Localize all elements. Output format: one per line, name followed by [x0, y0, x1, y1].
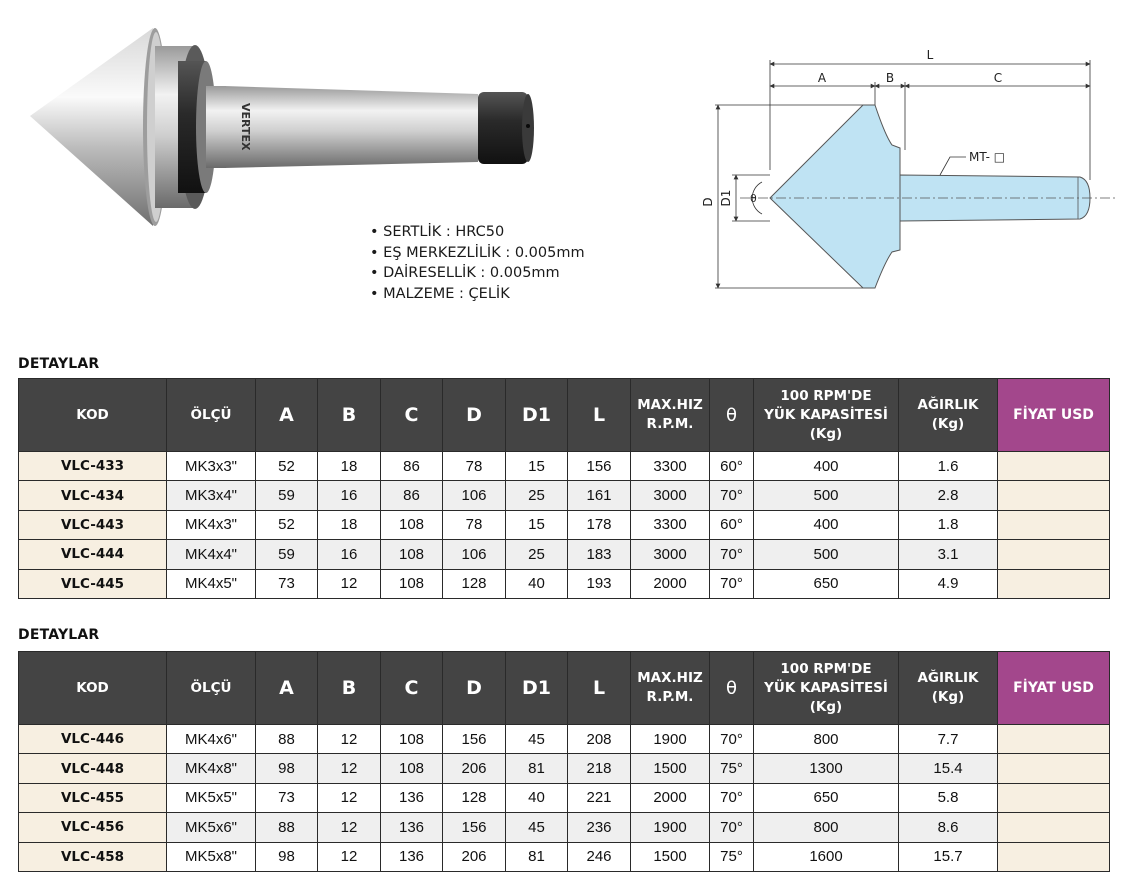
cell-d1: 25	[506, 481, 568, 510]
cell-price	[998, 783, 1110, 812]
spec-list	[370, 222, 585, 304]
cell-d1: 81	[506, 754, 568, 783]
cell-c: 108	[381, 725, 443, 754]
header-price: FİYAT USD	[998, 652, 1110, 725]
cell-l: 246	[568, 842, 631, 871]
cell-l: 218	[568, 754, 631, 783]
header-weight: AĞIRLIK (Kg)	[899, 652, 998, 725]
cell-a: 73	[256, 783, 318, 812]
header-l: L	[568, 652, 631, 725]
cell-kod: VLC-444	[19, 540, 167, 569]
brand-marking: VERTEX	[239, 103, 252, 151]
cell-rpm: 1500	[631, 754, 710, 783]
cell-kod: VLC-446	[19, 725, 167, 754]
cell-theta: 60°	[710, 452, 754, 481]
cell-theta: 70°	[710, 540, 754, 569]
cell-c: 136	[381, 813, 443, 842]
header-l: L	[568, 379, 631, 452]
cell-l: 193	[568, 569, 631, 598]
header-d1: D1	[506, 379, 568, 452]
cell-a: 73	[256, 569, 318, 598]
header-a: A	[256, 379, 318, 452]
cell-theta: 70°	[710, 481, 754, 510]
cell-b: 12	[318, 813, 381, 842]
dim-b-label: B	[885, 71, 895, 85]
header-kod: KOD	[19, 652, 167, 725]
header-load-capacity: 100 RPM'DE YÜK KAPASİTESİ (Kg)	[754, 652, 899, 725]
cell-olcu: MK5x6"	[167, 813, 256, 842]
cell-a: 98	[256, 842, 318, 871]
cell-weight: 5.8	[899, 783, 998, 812]
cell-load: 650	[754, 783, 899, 812]
cell-b: 12	[318, 842, 381, 871]
cell-c: 108	[381, 540, 443, 569]
cell-theta: 70°	[710, 783, 754, 812]
cell-kod: VLC-434	[19, 481, 167, 510]
cell-weight: 1.6	[899, 452, 998, 481]
cell-l: 178	[568, 510, 631, 539]
header-olcu: ÖLÇÜ	[167, 379, 256, 452]
spec-concentricity: • EŞ MERKEZLİLİK : 0.005mm	[370, 243, 585, 264]
cell-c: 136	[381, 842, 443, 871]
cell-price	[998, 813, 1110, 842]
table-row	[19, 481, 1110, 510]
table-row	[19, 813, 1110, 842]
cell-l: 161	[568, 481, 631, 510]
cell-l: 156	[568, 452, 631, 481]
cell-weight: 7.7	[899, 725, 998, 754]
table-row	[19, 569, 1110, 598]
cell-rpm: 1500	[631, 842, 710, 871]
cell-olcu: MK5x5"	[167, 783, 256, 812]
header-theta: θ	[710, 379, 754, 452]
cell-price	[998, 452, 1110, 481]
cell-rpm: 2000	[631, 569, 710, 598]
header-c: C	[381, 379, 443, 452]
cell-a: 52	[256, 510, 318, 539]
cell-kod: VLC-456	[19, 813, 167, 842]
cell-price	[998, 510, 1110, 539]
spec-table-1	[18, 378, 1110, 599]
dim-c-label: C	[993, 71, 1003, 85]
cell-a: 88	[256, 813, 318, 842]
cell-price	[998, 725, 1110, 754]
cell-kod: VLC-448	[19, 754, 167, 783]
cell-a: 59	[256, 481, 318, 510]
header-price: FİYAT USD	[998, 379, 1110, 452]
table-row	[19, 725, 1110, 754]
table-row	[19, 754, 1110, 783]
cell-c: 86	[381, 452, 443, 481]
dim-d1-label: D1	[719, 189, 733, 207]
cell-theta: 70°	[710, 725, 754, 754]
cell-rpm: 3300	[631, 452, 710, 481]
table-row	[19, 452, 1110, 481]
cell-d1: 15	[506, 452, 568, 481]
cell-rpm: 1900	[631, 813, 710, 842]
spec-hardness: • SERTLİK : HRC50	[370, 222, 585, 243]
cell-theta: 75°	[710, 842, 754, 871]
cell-rpm: 3000	[631, 540, 710, 569]
cell-rpm: 3300	[631, 510, 710, 539]
cell-olcu: MK4x3"	[167, 510, 256, 539]
cell-c: 108	[381, 569, 443, 598]
cell-kod: VLC-455	[19, 783, 167, 812]
cell-b: 18	[318, 452, 381, 481]
cell-olcu: MK5x8"	[167, 842, 256, 871]
cell-d: 78	[443, 452, 506, 481]
cell-price	[998, 540, 1110, 569]
cell-load: 500	[754, 481, 899, 510]
cell-rpm: 3000	[631, 481, 710, 510]
cell-weight: 15.4	[899, 754, 998, 783]
cell-b: 16	[318, 481, 381, 510]
cell-olcu: MK4x5"	[167, 569, 256, 598]
cell-kod: VLC-458	[19, 842, 167, 871]
cell-load: 400	[754, 452, 899, 481]
cell-theta: 70°	[710, 569, 754, 598]
cell-d: 156	[443, 813, 506, 842]
cell-d: 128	[443, 569, 506, 598]
cell-c: 136	[381, 783, 443, 812]
cell-load: 650	[754, 569, 899, 598]
cell-b: 12	[318, 725, 381, 754]
table-row	[19, 510, 1110, 539]
cell-a: 59	[256, 540, 318, 569]
header-kod: KOD	[19, 379, 167, 452]
header-d: D	[443, 652, 506, 725]
spec-table-2	[18, 651, 1110, 872]
cell-a: 88	[256, 725, 318, 754]
cell-d1: 81	[506, 842, 568, 871]
cell-b: 18	[318, 510, 381, 539]
cell-olcu: MK3x3"	[167, 452, 256, 481]
table-row	[19, 842, 1110, 871]
cell-olcu: MK4x6"	[167, 725, 256, 754]
cell-d: 106	[443, 540, 506, 569]
cell-weight: 3.1	[899, 540, 998, 569]
cell-d: 206	[443, 754, 506, 783]
cell-kod: VLC-443	[19, 510, 167, 539]
cell-price	[998, 481, 1110, 510]
cell-weight: 4.9	[899, 569, 998, 598]
dim-l-label: L	[926, 48, 934, 62]
spec-roundness: • DAİRESELLİK : 0.005mm	[370, 263, 585, 284]
dim-a-label: A	[817, 71, 827, 85]
dim-d-label: D	[701, 197, 715, 207]
section-title-1: DETAYLAR	[18, 356, 100, 372]
cell-price	[998, 754, 1110, 783]
table-row	[19, 540, 1110, 569]
cell-theta: 70°	[710, 813, 754, 842]
cell-b: 12	[318, 569, 381, 598]
cell-olcu: MK4x8"	[167, 754, 256, 783]
cell-rpm: 2000	[631, 783, 710, 812]
header-d1: D1	[506, 652, 568, 725]
cell-d1: 45	[506, 725, 568, 754]
cell-d: 156	[443, 725, 506, 754]
cell-d1: 40	[506, 569, 568, 598]
cell-b: 16	[318, 540, 381, 569]
cell-olcu: MK4x4"	[167, 540, 256, 569]
spec-material: • MALZEME : ÇELİK	[370, 284, 585, 305]
header-max-speed: MAX.HIZ R.P.M.	[631, 652, 710, 725]
cell-load: 800	[754, 725, 899, 754]
cell-d: 206	[443, 842, 506, 871]
cell-weight: 2.8	[899, 481, 998, 510]
cell-l: 236	[568, 813, 631, 842]
cell-d1: 25	[506, 540, 568, 569]
cell-olcu: MK3x4"	[167, 481, 256, 510]
cell-kod: VLC-445	[19, 569, 167, 598]
cell-b: 12	[318, 783, 381, 812]
cell-c: 108	[381, 754, 443, 783]
header-olcu: ÖLÇÜ	[167, 652, 256, 725]
cell-c: 108	[381, 510, 443, 539]
cell-weight: 15.7	[899, 842, 998, 871]
cell-d: 106	[443, 481, 506, 510]
cell-kod: VLC-433	[19, 452, 167, 481]
header-load-capacity: 100 RPM'DE YÜK KAPASİTESİ (Kg)	[754, 379, 899, 452]
cell-l: 221	[568, 783, 631, 812]
cell-theta: 60°	[710, 510, 754, 539]
cell-weight: 1.8	[899, 510, 998, 539]
header-c: C	[381, 652, 443, 725]
cell-rpm: 1900	[631, 725, 710, 754]
taper-label: MT- □	[969, 150, 1006, 164]
cell-l: 208	[568, 725, 631, 754]
cell-a: 52	[256, 452, 318, 481]
cell-load: 800	[754, 813, 899, 842]
cell-theta: 75°	[710, 754, 754, 783]
cell-weight: 8.6	[899, 813, 998, 842]
cell-price	[998, 569, 1110, 598]
header-weight: AĞIRLIK (Kg)	[899, 379, 998, 452]
technical-drawing	[700, 40, 1120, 305]
header-a: A	[256, 652, 318, 725]
cell-load: 500	[754, 540, 899, 569]
cell-d1: 40	[506, 783, 568, 812]
cell-d: 128	[443, 783, 506, 812]
cell-load: 400	[754, 510, 899, 539]
cell-a: 98	[256, 754, 318, 783]
header-max-speed: MAX.HIZ R.P.M.	[631, 379, 710, 452]
cell-load: 1300	[754, 754, 899, 783]
cell-b: 12	[318, 754, 381, 783]
angle-label: θ	[750, 192, 757, 205]
cell-d1: 45	[506, 813, 568, 842]
table-row	[19, 783, 1110, 812]
header-theta: θ	[710, 652, 754, 725]
header-d: D	[443, 379, 506, 452]
product-photo	[28, 16, 548, 238]
cell-load: 1600	[754, 842, 899, 871]
header-b: B	[318, 652, 381, 725]
cell-d: 78	[443, 510, 506, 539]
cell-c: 86	[381, 481, 443, 510]
header-b: B	[318, 379, 381, 452]
cell-l: 183	[568, 540, 631, 569]
cell-price	[998, 842, 1110, 871]
section-title-2: DETAYLAR	[18, 627, 100, 643]
cell-d1: 15	[506, 510, 568, 539]
